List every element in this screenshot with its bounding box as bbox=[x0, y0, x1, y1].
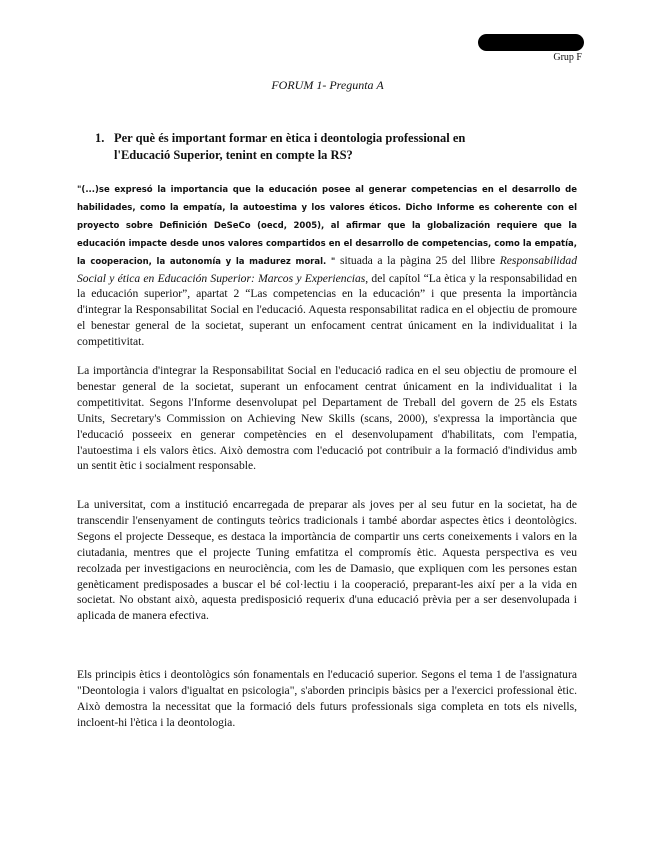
question-number: 1. bbox=[95, 131, 105, 145]
quoted-citation: "(...)se expresó la importancia que la educación posee al generar competencias en el desarrollo de habilidades, como la empatía, la autoestima y los valores éticos. Dicho Informe es coherente con el proyecto sobre Definición DeSeCo (oecd, 2005), al afirmar que la globalización requiere que la educación impacte desde unos valores compartidos en el desarrollo de competencias, como la empatía, la cooperacion, la autonomía y la madurez moral. " bbox=[77, 185, 577, 267]
paragraph-1-text-b: , del capítol “La ètica y la responsabilidad en la educación superior”, apartat 2 “Las competencias en la educación” i que presenta la importància d'integrar la Responsabilitat Social en l'educació. Aquesta responsabilitat radica en el objectiu de promoure el benestar general de la societat, superant un enfocament centrat únicament en la individualitat i la competitivitat. bbox=[77, 271, 577, 349]
page-title: FORUM 1- Pregunta A bbox=[271, 78, 384, 92]
question-item bbox=[95, 130, 515, 164]
paragraph-4: Els principis ètics i deontològics són fonamentals en l'educació superior. Segons el tema 1 de l'assignatura "Deontologia i valors d'igualtat en psicologia", s'aborden principis bàsics per a l'exercici professional ètic. Això demostra la necessitat que la formació dels futurs professionals siga completa en tots els nivells, incloent-hi l'ètica i la deontologia. bbox=[77, 668, 577, 729]
paragraph-1 bbox=[77, 181, 577, 350]
book-title: Responsabilidad Social y ética en Educación Superior: Marcos y Experiencias bbox=[77, 253, 577, 285]
redacted-author-name bbox=[478, 34, 584, 51]
paragraph-1-text-a: situada a la pàgina 25 del llibre bbox=[335, 253, 500, 267]
question-text: Per què és important formar en ètica i deontologia professional en l'Educació Superior, tenint en compte la RS? bbox=[114, 131, 466, 162]
group-label: Grup F bbox=[553, 52, 582, 63]
paragraph-2: La importància d'integrar la Responsabilitat Social en l'educació radica en el seu objectiu de promoure el benestar general de la societat, superant un enfocament centrat únicament en la individualitat i la competitivitat. Segons l'Informe desenvolupat pel Departament de Treball del govern de 25 els Estats Units, Secretary's Commission on Achieving New Skills (scans, 2000), s'expressa la importància que l'educació posseeix en generar competències en el desenvolupament d'habilitats, com l'empatia, l'autoestima i els valors ètics. Això demostra com l'educació pot contribuir a la formació d'individus amb un sentit ètic i socialment responsable. bbox=[77, 364, 577, 473]
paragraph-3: La universitat, com a institució encarregada de preparar als joves per al seu futur en la societat, ha de transcendir l'ensenyament de continguts teòrics tradicionals i també abordar aspectes ètics i deontològics. Segons el projecte Desseque, es destaca la importància de compartir uns certs coneixements i valors en la ciutadania, mentres que el projecte Tuning emfatitza el compromís ètic. Aquesta perspectiva es veu recolzada per investigacions en neurociència, com les de Damasio, que expliquen com les persones estan genèticament predisposades a buscar el bé col·lectiu i la cooperació, preparant-les així per a la vida en societat. No obstant això, aquesta predisposició requerix d'una educació prèvia per a ser desenvolupada i aplicada de manera efectiva. bbox=[77, 498, 577, 623]
